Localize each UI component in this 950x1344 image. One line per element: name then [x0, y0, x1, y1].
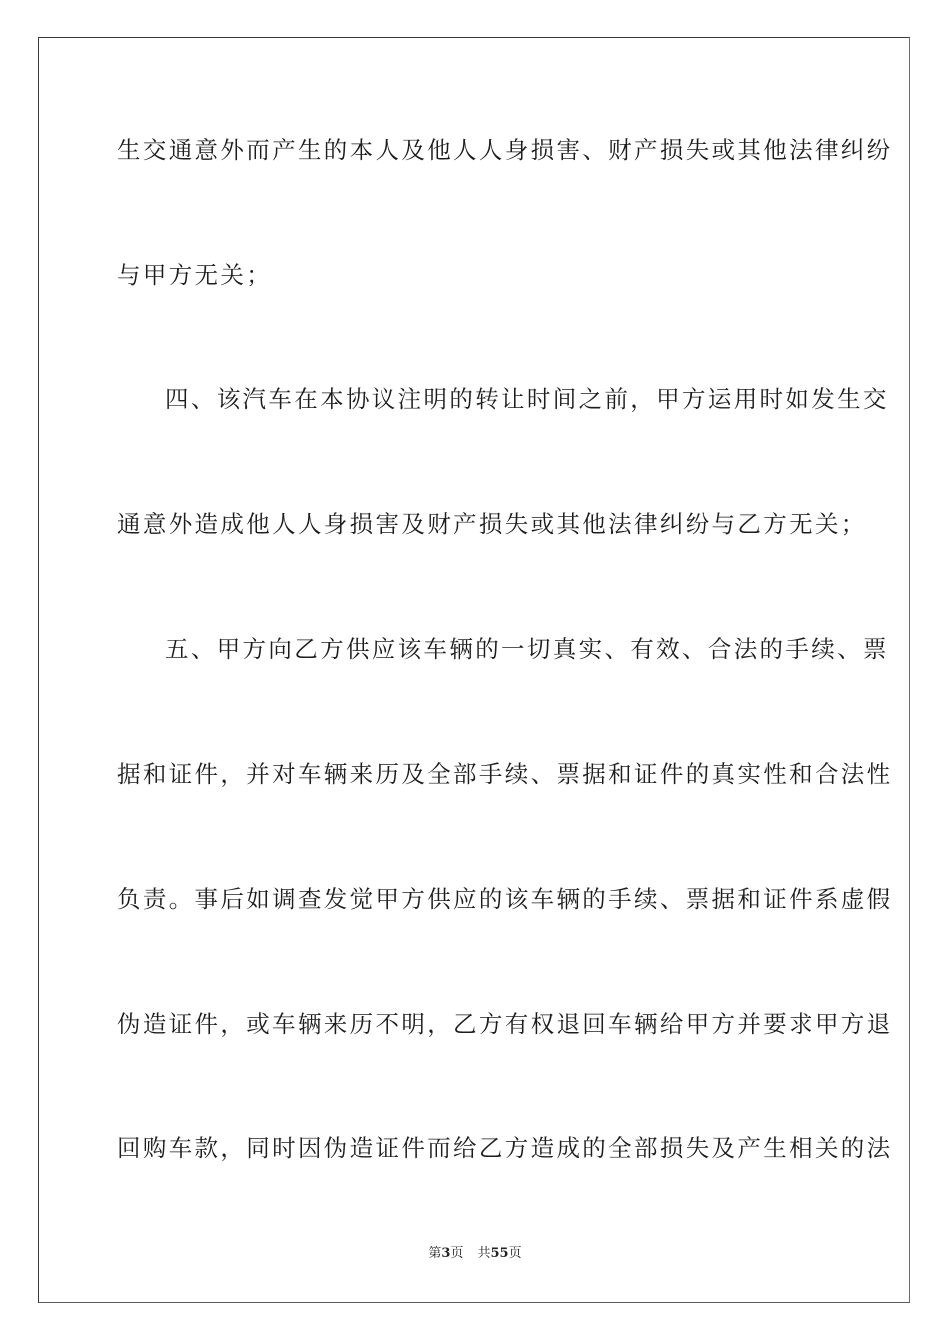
- page-frame: [38, 37, 910, 1303]
- total-suffix: 页: [508, 1246, 522, 1261]
- text-line-4: 通意外造成他人人身损害及财产损失或其他法律纠纷与乙方无关；: [117, 510, 867, 538]
- text-line-9: 回购车款，同时因伪造证件而给乙方造成的全部损失及产生相关的法: [117, 1134, 893, 1162]
- page-footer: [0, 1245, 950, 1263]
- text-line-5: 五、甲方向乙方供应该车辆的一切真实、有效、合法的手续、票: [165, 635, 889, 663]
- total-prefix: 共: [477, 1246, 491, 1261]
- page-prefix: 第: [428, 1246, 442, 1261]
- current-page-number: 3: [441, 1246, 451, 1261]
- text-line-8: 伪造证件，或车辆来历不明，乙方有权退回车辆给甲方并要求甲方退: [117, 1010, 893, 1038]
- text-line-1: 生交通意外而产生的本人及他人人身损害、财产损失或其他法律纠纷: [117, 136, 893, 164]
- text-line-7: 负责。事后如调查发觉甲方供应的该车辆的手续、票据和证件系虚假: [117, 885, 893, 913]
- text-line-3: 四、该汽车在本协议注明的转让时间之前，甲方运用时如发生交: [165, 385, 889, 413]
- total-pages-number: 55: [490, 1246, 509, 1261]
- text-line-2: 与甲方无关；: [117, 261, 273, 289]
- text-line-6: 据和证件，并对车辆来历及全部手续、票据和证件的真实性和合法性: [117, 760, 893, 788]
- page-suffix: 页: [450, 1246, 464, 1261]
